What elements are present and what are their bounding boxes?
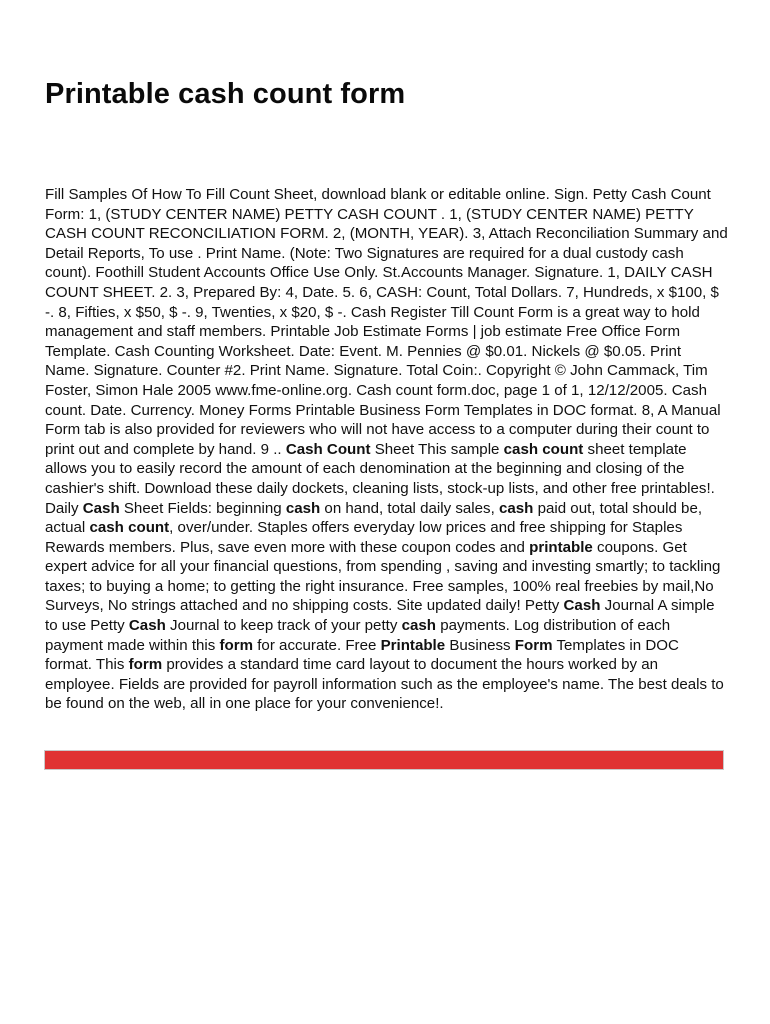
- text-segment: , over/under. Staples offers everyday low prices and free shipping for Staples Rewards members. Plus, save even more with these coupon codes and: [45, 519, 683, 556]
- bold-keyword: cash count: [503, 440, 584, 458]
- text-segment: Sheet Fields: beginning: [119, 499, 286, 517]
- text-segment: Journal A simple to use Petty: [45, 597, 715, 635]
- bold-keyword: Cash: [82, 499, 120, 517]
- text-segment: paid out, total should be, actual: [45, 499, 703, 537]
- bold-keyword: Cash Count: [285, 440, 371, 458]
- text-segment: Fill Samples Of How To Fill Count Sheet, download blank or editable online. Sign. Petty Cash Count Form: 1, (STUDY CENTER NAME) PETTY CASH COUNT . 1, (STUDY CENTER NAME) PETTY CASH COUNT RECONCILIATION FORM. 2, (MONTH, YEAR). 3, Attach Reconciliation Summary and Detail Reports, To use . Print Name. (Note: Two Signatures are required for a dual custody cash count). Foothill Student Accounts Office Use Only. St.Accounts Manager. Signature. 1, DAILY CASH COUNT SHEET. 2. 3, Prepared By: 4, Date. 5. 6, CASH: Count, Total Dollars. 7, Hundreds, x $100, $ -. 8, Fifties, x $50, $ -. 9, Twenties, x $20, $ -. Cash Register Till Count Form is a great way to hold management and staff members. Printable Job Estimate Forms | job estimate Free Office Form Template. Cash Counting Worksheet. Date: Event. M. Pennies @ $0.01. Nickels @ $0.05. Print Name. Signature. Counter #2. Print Name. Signature. Total Coin:. Copyright © John Cammack, Tim Foster, Simon Hale 2005 www.fme-online.org. Cash count form.doc, page 1 of 1, 12/12/2005. Cash count. Date. Currency. Money Forms Printable Business Form Templates in DOC format. 8, A Manual Form tab is also provided for reviewers who will not have access to a computer during their count to print out and complete by hand. 9 ..: [45, 186, 728, 458]
- text-segment: on hand, total daily sales,: [320, 499, 499, 517]
- page-title: Printable cash count form: [45, 78, 406, 110]
- text-segment: payments. Log distribution of each payment made within this: [45, 617, 671, 654]
- bold-keyword: printable: [529, 538, 593, 556]
- bold-keyword: Printable: [380, 636, 446, 654]
- bold-keyword: Cash: [563, 597, 601, 615]
- bold-keyword: cash: [285, 499, 321, 517]
- bold-keyword: cash: [401, 617, 436, 635]
- text-segment: coupons. Get expert advice for all your financial questions, from spending , saving and investing smartly; to tackling taxes; to buying a home; to getting the right insurance. Free samples, 100% real freebies by mail,No Surveys, No strings attached and no shipping costs. Site updated daily! Petty: [45, 538, 721, 615]
- bold-keyword: form: [219, 636, 254, 654]
- body-paragraph: [45, 185, 729, 714]
- text-segment: Sheet This sample: [370, 440, 504, 458]
- text-segment: for accurate. Free: [253, 636, 381, 654]
- red-divider-bar: [44, 750, 724, 770]
- bold-keyword: form: [128, 656, 163, 674]
- text-segment: Templates in DOC format. This: [45, 636, 679, 674]
- text-segment: provides a standard time card layout to document the hours worked by an employee. Fields are provided for payroll information such as the employee's name. The best deals to be found on the web, all in one place for your convenience!.: [45, 656, 724, 713]
- text-segment: sheet template allows you to easily record the amount of each denomination at the beginning and closing of the cashier's shift. Download these daily dockets, cleaning lists, stock-up lists, and other free printables!. Daily: [45, 440, 715, 517]
- bold-keyword: cash count: [89, 519, 170, 537]
- text-segment: Business: [445, 636, 515, 654]
- bold-keyword: Form: [514, 636, 553, 654]
- bold-keyword: cash: [498, 499, 534, 517]
- bold-keyword: Cash: [128, 617, 166, 635]
- text-segment: Journal to keep track of your petty: [165, 617, 402, 635]
